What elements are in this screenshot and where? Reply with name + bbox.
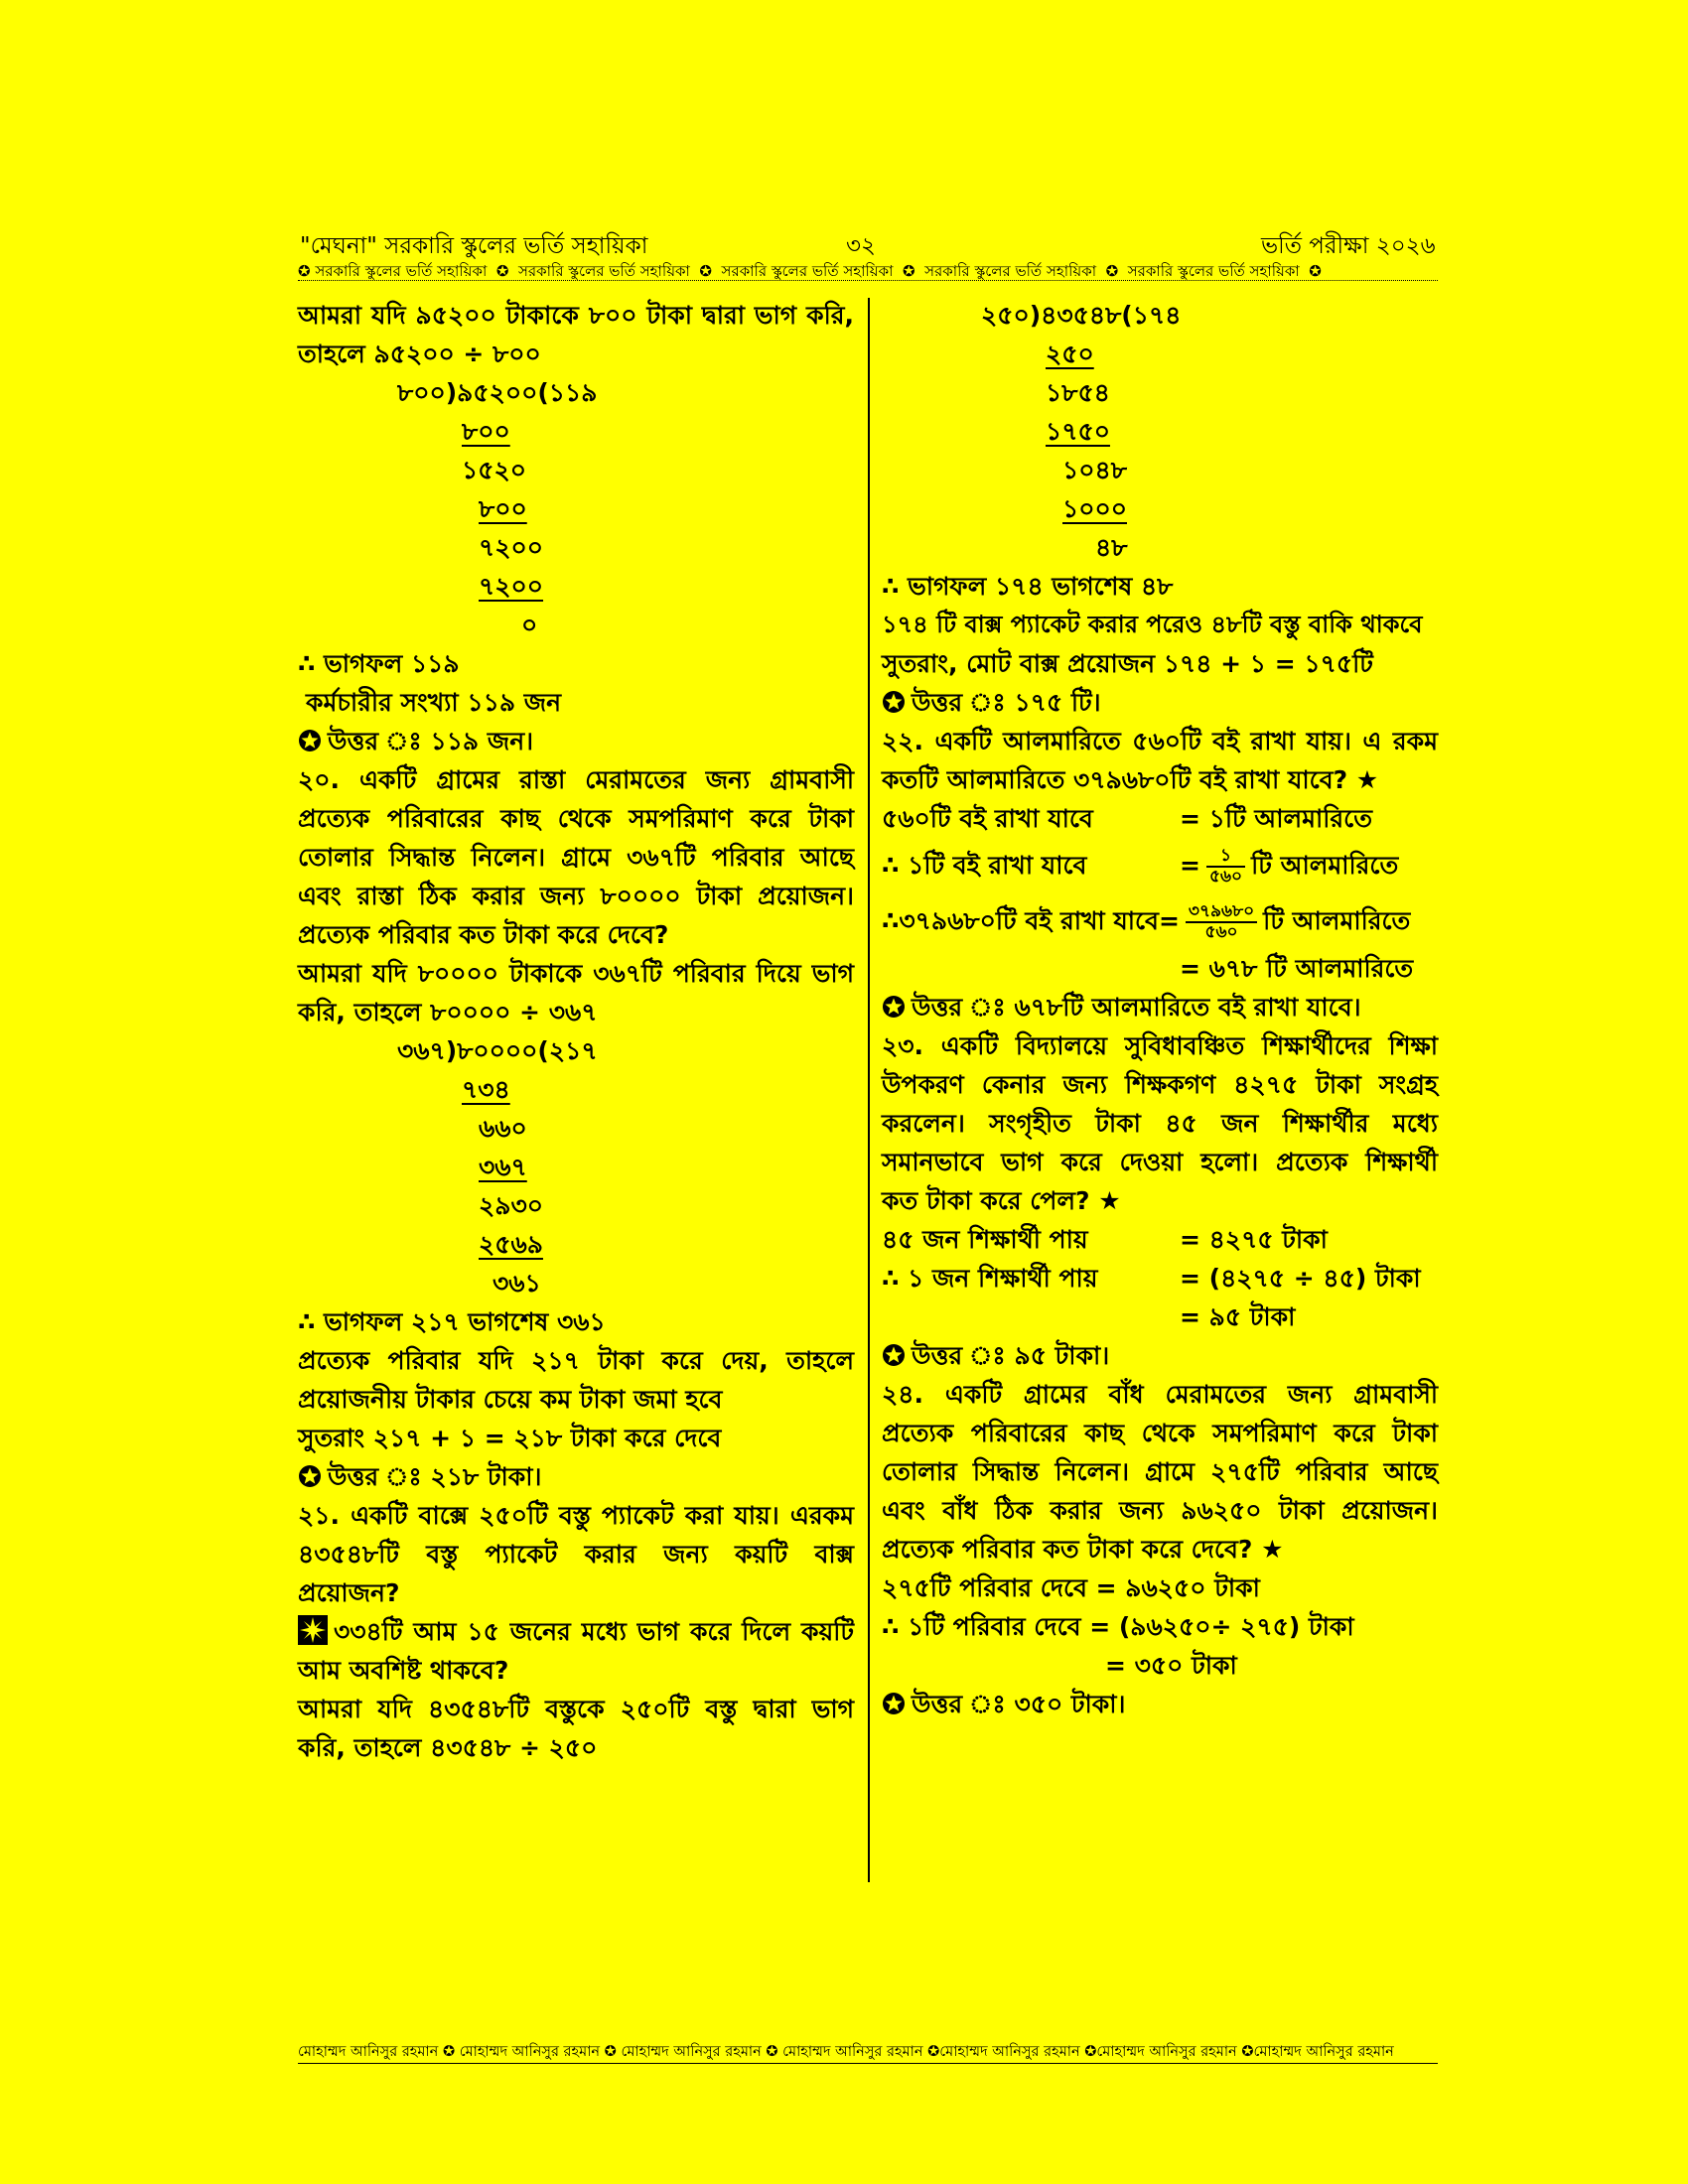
boxed-star-icon xyxy=(298,1615,328,1645)
division-line: ১৮৫৪ xyxy=(1046,378,1110,407)
question-line: প্রত্যেক পরিবার কত টাকা করে দেবে? ★ xyxy=(882,1535,1284,1564)
question-line: ২০. একটি গ্রামের রাস্তা মেরামতের জন্য গ্রামবাসী xyxy=(298,765,854,794)
calc-line: ∴ ১ জন শিক্ষার্থী পায় = (৪২৭৫ ÷ ৪৫) টাকা xyxy=(882,1264,1421,1293)
band-item: মোহাম্মদ আনিসুর রহমান ✪ মোহাম্মদ আনিসুর রহমান ✪ মোহাম্মদ আনিসুর রহমান ✪ মোহাম্মদ আনিসুর রহমান ✪মোহাম্মদ আনিসুর রহমান ✪মোহাম্মদ আনিসুর রহমান ✪মোহাম্মদ আনিসুর রহমান xyxy=(298,2044,1394,2060)
result-line: ∴ ভাগফল ২১৭ ভাগশেষ ৩৬১ xyxy=(298,1307,606,1336)
footer-band xyxy=(298,2041,1438,2064)
division-line: ২৫০ xyxy=(1046,340,1094,368)
question-line: ২৪. একটি গ্রামের বাঁধ মেরামতের জন্য গ্রামবাসী xyxy=(882,1380,1438,1409)
fraction: $\frac{৩৭৯৬৮০}{৫৬০}$ xyxy=(1186,902,1257,942)
question-line: প্রত্যেক পরিবার কত টাকা করে দেবে? xyxy=(298,920,669,949)
division-line: ১০০০ xyxy=(1062,494,1127,523)
division-line: ৮০০)৯৫২০০(১১৯ xyxy=(397,378,598,407)
question-line: ২২. একটি আলমারিতে ৫৬০টি বই রাখা যায়। এ রকম xyxy=(882,727,1438,755)
division-line: ১৫২০ xyxy=(462,456,526,484)
text-line: সুতরাং ২১৭ + ১ = ২১৮ টাকা করে দেবে xyxy=(298,1424,722,1452)
question-line: ২১. একটি বাক্সে ২৫০টি বস্তু প্যাকেট করা যায়। এরকম xyxy=(298,1501,854,1530)
text-line: করি, তাহলে ৮০০০০ ÷ ৩৬৭ xyxy=(298,998,598,1026)
text-line: সুতরাং, মোট বাক্স প্রয়োজন ১৭৪ + ১ = ১৭৫টি xyxy=(882,649,1373,678)
fraction: $\frac{১}{৫৬০}$ xyxy=(1206,847,1245,887)
division-line: ০ xyxy=(521,611,538,639)
result-line: কর্মচারীর সংখ্যা ১১৯ জন xyxy=(306,688,562,717)
question-line: প্রত্যেক পরিবারের কাছ থেকে সমপরিমাণ করে টাকা xyxy=(882,1419,1438,1447)
text-line: আমরা যদি ৯৫২০০ টাকাকে ৮০০ টাকা দ্বারা ভাগ করি, xyxy=(298,301,854,330)
division-line: ৪৮ xyxy=(1095,533,1128,562)
star-in-circle-icon xyxy=(298,1464,322,1488)
calc-line: ∴ ১টি পরিবার দেবে = (৯৬২৫০÷ ২৭৫) টাকা xyxy=(882,1612,1354,1641)
text-line: প্রয়োজনীয় টাকার চেয়ে কম টাকা জমা হবে xyxy=(298,1385,723,1414)
star-in-circle-icon xyxy=(882,1692,906,1715)
page-number: ৩২ xyxy=(846,233,876,259)
division-line: ১০৪৮ xyxy=(1062,456,1127,484)
answer-line: উত্তর ঃ ১১৯ জন। xyxy=(298,722,854,760)
division-line: ৩৬১ xyxy=(492,1269,541,1297)
division-line: ৭২০০ xyxy=(479,572,544,601)
calc-line: ৫৬০টি বই রাখা যাবে = ১টি আলমারিতে xyxy=(882,804,1372,833)
division-line: ২৯৩০ xyxy=(479,1191,543,1220)
result-line: ∴ ভাগফল ১১৯ xyxy=(298,649,460,678)
text-line: ১৭৪ টি বাক্স প্যাকেট করার পরেও ৪৮টি বস্তু বাকি থাকবে xyxy=(882,611,1423,638)
calc-line: ∴ ১টি বই রাখা যাবে = $\frac{১}{৫৬০}$ টি আলমারিতে xyxy=(882,846,1399,887)
result-line: ∴ ভাগফল ১৭৪ ভাগশেষ ৪৮ xyxy=(882,572,1174,601)
question-line: করলেন। সংগৃহীত টাকা ৪৫ জন শিক্ষার্থীর মধ্যে xyxy=(882,1109,1438,1138)
question-line: তোলার সিদ্ধান্ত নিলেন। গ্রামে ২৭৫টি পরিবার আছে xyxy=(882,1457,1438,1486)
header-band xyxy=(298,260,1438,281)
answer-line: উত্তর ঃ ১৭৫ টি। xyxy=(882,683,1438,722)
text-line: করি, তাহলে ৪৩৫৪৮ ÷ ২৫০ xyxy=(298,1733,598,1762)
answer-line: উত্তর ঃ ৩৫০ টাকা। xyxy=(882,1685,1438,1723)
calc-line: ∴৩৭৯৬৮০টি বই রাখা যাবে= $\frac{৩৭৯৬৮০}{৫৬০}$ টি আলমারিতে xyxy=(882,901,1411,942)
text-line: প্রত্যেক পরিবার যদি ২১৭ টাকা করে দেয়, তাহলে xyxy=(298,1346,854,1375)
question-line: প্রয়োজন? xyxy=(298,1578,400,1607)
division-line: ২৫৬৯ xyxy=(479,1230,543,1259)
division-line: ৬৬০ xyxy=(479,1114,527,1143)
calc-line: = ৯৫ টাকা xyxy=(1180,1302,1296,1331)
question-line: এবং রাস্তা ঠিক করার জন্য ৮০০০০ টাকা প্রয়োজন। xyxy=(298,882,854,910)
question-line: ২৩. একটি বিদ্যালয়ে সুবিধাবঞ্চিত শিক্ষার্থীদের শিক্ষা xyxy=(882,1031,1438,1060)
division-line: ৩৬৭)৮০০০০(২১৭ xyxy=(397,1036,598,1065)
division-line: ৭২০০ xyxy=(479,533,544,562)
division-line: ৩৬৭ xyxy=(479,1153,527,1181)
header-title: "মেঘনা" সরকারি স্কুলের ভর্তি সহায়িকা xyxy=(300,233,648,259)
question-line: সমানভাবে ভাগ করে দেওয়া হলো। প্রত্যেক শিক্ষার্থী xyxy=(882,1148,1438,1176)
answer-line: উত্তর ঃ ৯৫ টাকা। xyxy=(882,1336,1438,1375)
star-in-circle-icon xyxy=(882,1343,906,1367)
answer-line: উত্তর ঃ ২১৮ টাকা। xyxy=(298,1457,854,1496)
text-line: আমরা যদি ৪৩৫৪৮টি বস্তুকে ২৫০টি বস্তু দ্বারা ভাগ xyxy=(298,1695,854,1723)
column-divider xyxy=(868,298,870,1882)
division-line: ৮০০ xyxy=(462,417,510,446)
band-item: ✪ সরকারি স্কুলের ভর্তি সহায়িকা ✪ সরকারি স্কুলের ভর্তি সহায়িকা ✪ সরকারি স্কুলের ভর্তি সহায়িকা ✪ সরকারি স্কুলের ভর্তি সহায়িকা ✪ সরকারি স্কুলের ভর্তি সহায়িকা ✪ xyxy=(298,262,1322,280)
calc-line: = ৬৭৮ টি আলমারিতে xyxy=(1180,954,1414,983)
answer-line: উত্তর ঃ ৬৭৮টি আলমারিতে বই রাখা যাবে। xyxy=(882,988,1438,1026)
star-in-circle-icon xyxy=(298,729,322,752)
question-line: প্রত্যেক পরিবারের কাছ থেকে সমপরিমাণ করে টাকা xyxy=(298,804,854,833)
question-line: তোলার সিদ্ধান্ত নিলেন। গ্রামে ৩৬৭টি পরিবার আছে xyxy=(298,843,854,872)
division-line: ৮০০ xyxy=(479,494,527,523)
question-line: এবং বাঁধ ঠিক করার জন্য ৯৬২৫০ টাকা প্রয়োজন। xyxy=(882,1496,1438,1525)
text-line: আমরা যদি ৮০০০০ টাকাকে ৩৬৭টি পরিবার দিয়ে ভাগ xyxy=(298,959,854,988)
exercise-line: আম অবশিষ্ট থাকবে? xyxy=(298,1656,509,1685)
calc-line: ৪৫ জন শিক্ষার্থী পায় = ৪২৭৫ টাকা xyxy=(882,1225,1328,1254)
question-line: কতটি আলমারিতে ৩৭৯৬৮০টি বই রাখা যাবে? ★ xyxy=(882,765,1379,794)
question-line: উপকরণ কেনার জন্য শিক্ষকগণ ৪২৭৫ টাকা সংগ্রহ xyxy=(882,1070,1438,1099)
text-line: তাহলে ৯৫২০০ ÷ ৮০০ xyxy=(298,340,541,368)
division-line: ২৫০)৪৩৫৪৮(১৭৪ xyxy=(981,301,1182,330)
calc-line: ২৭৫টি পরিবার দেবে = ৯৬২৫০ টাকা xyxy=(882,1573,1260,1602)
star-in-circle-icon xyxy=(882,690,906,714)
left-column xyxy=(298,296,854,1767)
calc-line: = ৩৫০ টাকা xyxy=(1105,1651,1237,1680)
question-line: ৪৩৫৪৮টি বস্তু প্যাকেট করার জন্য কয়টি বাক্স xyxy=(298,1540,854,1569)
star-in-circle-icon xyxy=(882,995,906,1019)
division-line: ১৭৫০ xyxy=(1046,417,1110,446)
exam-title: ভর্তি পরীক্ষা ২০২৬ xyxy=(1261,233,1436,259)
division-line: ৭৩৪ xyxy=(462,1075,510,1104)
right-column xyxy=(882,296,1438,1723)
question-line: কত টাকা করে পেল? ★ xyxy=(882,1186,1121,1215)
exercise-line: ৩৩৪টি আম ১৫ জনের মধ্যে ভাগ করে দিলে কয়টি xyxy=(298,1612,854,1651)
